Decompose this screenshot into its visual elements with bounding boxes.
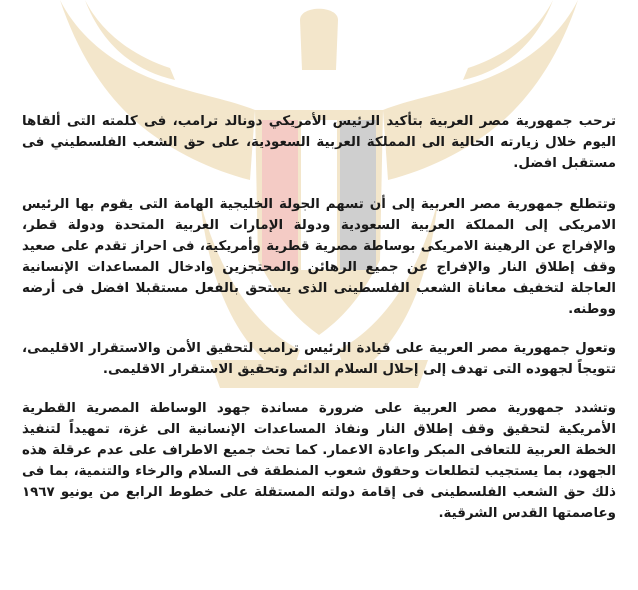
paragraph-4: وتشدد جمهورية مصر العربية على ضرورة مساندة جهود الوساطة المصرية القطرية الأمريكية لتحقيق وقف إطلاق النار ونفاذ المساعدات الإنسانية الى غزة، تمهيداً لتنفيذ الخطة العربية للتعافى المبكر واعادة الاعمار. كما تحث جميع الاطراف على عدم عرقلة هذه الجهود، بما يستجيب لتطلعات وحقوق شعوب المنطقة فى السلام والرخاء والتنمية، بما فى ذلك حق الشعب الفلسطينى فى إقامة دولته المستقلة على خطوط الرابع من يونيو ١٩٦٧ وعاصمتها القدس الشرقية. — [22, 401, 616, 521]
paragraph-2: وتتطلع جمهورية مصر العربية إلى أن تسهم الجولة الخليجية الهامة التى يقوم بها الرئيس الامريكى إلى المملكة العربية السعودية ودولة الإمارات العربية المتحدة ودولة قطر، والإفراج عن الرهينة الامريكى بوساطة مصرية قطرية وأمريكية، فى احراز تقدم على صعيد وقف إطلاق النار والإفراج عن جميع الرهائن والمحتجزين وادخال المساعدات الإنسانية العاجلة لتخفيف معاناة الشعب الفلسطينى الذى يستحق بالفعل مستقبلا افضل فى أرضه ووطنه. — [22, 197, 616, 317]
paragraph-3: وتعول جمهورية مصر العربية على قيادة الرئيس ترامب لتحقيق الأمن والاستقرار الاقليمى، تتويجاً لجهوده التى تهدف إلى إحلال السلام الدائم وتحقيق الاستقرار الاقليمى. — [22, 341, 616, 377]
paragraph-1: ترحب جمهورية مصر العربية بتأكيد الرئيس الأمريكي دونالد ترامب، فى كلمته التى ألقاها اليوم خلال زيارته الحالية الى المملكة العربية السعودية، على حق الشعب الفلسطيني فى مستقبل افضل. — [22, 114, 616, 171]
document-body — [22, 111, 616, 544]
